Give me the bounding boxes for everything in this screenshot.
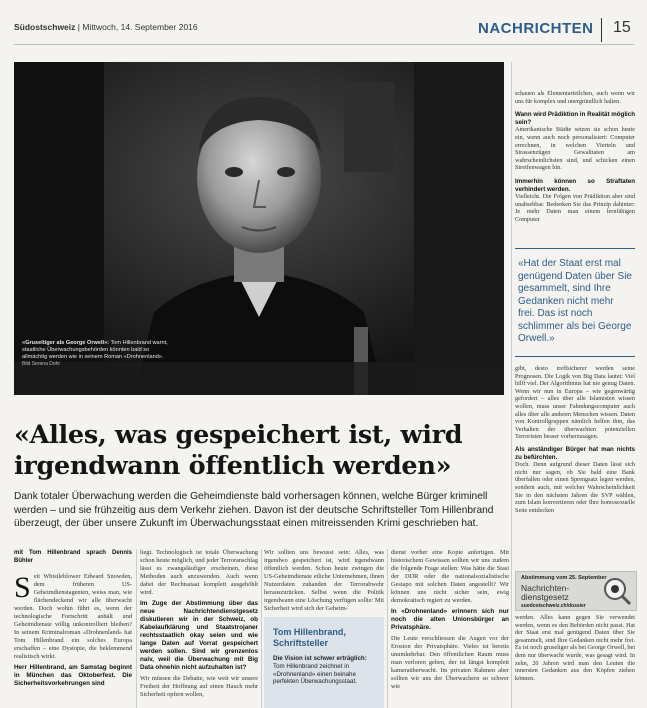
right-column-bottom — [515, 614, 635, 682]
paragraph: schauen als Elementarteilchen, auch wenn wir uns für komplex und unergründlich halten. — [515, 90, 635, 105]
page-number: 15 — [613, 19, 631, 36]
column-4 — [391, 549, 509, 694]
right-column-middle — [515, 365, 635, 514]
ad-date: Abstimmung vom 25. September — [521, 575, 607, 581]
infobox-title: Die Vision ist schwer erträglich: — [273, 655, 367, 662]
paragraph: gibt, desto treffsicherer werden seine Prognosen. Die Logik von Big Data lautet: Viel hilft viel. Der Algorithmus hat nie genug Daten. Wenn wir nun in Europa – wie gegenwärtig gefordert – alles über alle Islamisten wissen wollen, muss unser Fahndungscomputer auch alles über alle anderen Menschen wissen. Daten von Kontrollgruppen nämlich helfen ihm, das Verhalten der überwachten potenziellen Terroristen besser vorherzusagen. — [515, 365, 635, 441]
author-infobox — [264, 617, 384, 708]
column-separator — [136, 549, 137, 708]
paragraph: Amerikanische Städte setzen sie schon heute ein, wenn auch noch personalisiert: Computer errechnen, in welchen Vierteln und Strassenzügen Gewalttaten am wahrscheinlichsten sind, und schicken einen Streifenwagen hin. — [515, 126, 635, 172]
right-column-separator — [511, 62, 512, 708]
issue-date: | Mittwoch, 14. September 2016 — [77, 22, 198, 32]
paragraph: Vielleicht. Die Folgen von Prädiktion aber sind unabsehbar. Bedenken Sie das Prinzip dahinter: Je mehr Daten man einem lernfähigen Computer — [515, 193, 635, 223]
byline: mit Tom Hillenbrand sprach Dennis Bühler — [14, 550, 132, 564]
interview-question: Im Zuge der Abstimmung über das neue Nachrichtendienstgesetz diskutieren wir in der Schweiz, ob Kabelaufklärung und Staatstrojaner rechtsstaatlich okay seien und wie lange Daten auf Vorrat gespeichert werden sollen. Sind wir grenzenlos naiv, weil die Überwachung mit Big Data ohnehin nicht aufzuhalten ist? — [140, 600, 258, 671]
column-3 — [264, 549, 384, 616]
masthead — [14, 22, 198, 32]
paragraph: Die Leute verschliessen die Augen vor der Erosion der Privatsphäre. Vieles ist bereits unumkehrbar. Den öffentlichen Raum muss man verloren geben, der ist längst komplett kameraüberwacht. Im privaten Rahmen aber sollten wir uns der Überwachern so schwer wie — [391, 635, 509, 690]
paragraph: eit Whistleblower Edward Snowden, dem früheren US-Geheimdienstagenten, weiss man, wie flächendeckend wir alle überwacht werden. Doch wohin führt es, wenn der technologische Fortschritt anhält und Geheimdienste völlig unkontrolliert bleiben? In seinem Kriminalroman «Drohnenland» hat Tom Hillenbrand ein solches Europa erschaffen – eine Dystopie, die beklemmend realistisch wirkt. — [14, 573, 132, 660]
column-separator — [261, 549, 262, 708]
paragraph: dienst vorher eine Kopie anfertigen. Mit historischem Gewissen sollten wir uns zudem die folgende Frage stellen: Was hätte die Stasi der DDR oder die nationalsozialistische Gestapo mit solchen Daten angestellt? Wir können uns nicht sicher sein, ewig demokratisch regiert zu werden. — [391, 549, 509, 604]
photo-credit: Bild Serena Dohr — [22, 361, 61, 367]
infobox-body: Tom Hillenbrand zeichnet in «Drohnenland» einen beinahe perfekten Überwachungsstaat. — [273, 662, 357, 686]
paragraph: Wir sollten uns bewusst sein: Alles, was irgendwo gespeichert ist, wird irgendwann öffentlich werden. Schon heute zwingen die US-Geheimdienste etliche Unternehmen, ihnen Nutzerdaten zuhanden der Terrorabwehr herauszurücken. Selbst wenn die Politik irgendwann eine Löschung verfügen sollte: Mit Sicherheit wird sich der Geheim- — [264, 549, 384, 612]
infobox-name: Tom Hillenbrand, Schriftsteller — [273, 627, 346, 648]
caption-title: «Gruseltiger als George Orwell»: — [22, 340, 110, 346]
paragraph: Wir müssen die Debatte, wie weit wir unsere Freiheit der Hoffnung auf einen Hauch mehr Sicherheit opfern wollen, — [140, 675, 258, 698]
pull-quote: «Hat der Staat erst mal genügend Daten über Sie gesammelt, sind Ihre Gedanken nicht mehr frei. Das ist noch schlimmer als bei George Orwell.» — [518, 258, 632, 344]
ad-link[interactable]: suedostschweiz.ch/dossier — [521, 603, 586, 609]
column-separator — [387, 549, 388, 708]
paragraph: werden. Alles kann gegen Sie verwendet werden, wenn es den Behörden nicht passt. Hat der Staat erst mal genügend Daten über Sie gesammelt, sind Ihre Gedanken nicht mehr frei. Es ist noch gruseliger als bei George Orwell, bei dem nur überwacht wurde, was gesagt wird. In zehn, 20 Jahren wird man den Leuten die innersten Gedanken aus den Köpfen ziehen können. — [515, 614, 635, 682]
section-title: NACHRICHTEN — [478, 20, 594, 37]
newspaper-name: Südostschweiz — [14, 22, 76, 32]
ad-title: Nachrichtendienstgesetz — [521, 583, 570, 602]
column-1 — [14, 549, 132, 691]
article-lead: Dank totaler Überwachung werden die Geheimdienste bald vorhersagen können, welche Bürger kriminell werden – und sie frühzeitig aus dem Verkehr ziehen. Davon ist der deutsche Schriftsteller Tom Hillenbrand überzeugt, der über unsere Zukunft im Überwachungsstaat einen mitreissenden Krimi geschrieben hat. — [14, 491, 494, 530]
infobox-text — [273, 655, 377, 686]
column-2 — [140, 549, 258, 702]
dossier-ad[interactable] — [515, 571, 637, 611]
quote-rule-bottom — [515, 356, 635, 357]
magnifier-eye-icon — [602, 577, 632, 605]
article-headline: «Alles, was gespeichert ist, wird irgendwann öffentlich werden» — [14, 420, 463, 481]
interview-question: Als anständiger Bürger hat man nichts zu befürchten. — [515, 445, 635, 461]
interview-question: Wann wird Prädiktion in Realität möglich sein? — [515, 111, 635, 126]
drop-cap: S — [14, 571, 31, 604]
interview-question: Immerhin können so Straftaten verhindert werden. — [515, 177, 635, 193]
paragraph: Doch. Denn aufgrund dieser Daten lässt sich nicht nur sagen, ob Sie bald eine Bank überfallen oder einen Sprengsatz legen werden, sondern auch, mit welcher Wahrscheinlichkeit Sie in den nächsten Jahren die SVP wählen, zum Islam konvertieren oder Ihre homosexuelle Seite entdecken — [515, 461, 635, 514]
right-column-top — [515, 90, 635, 224]
paragraph: liegt. Technologisch ist totale Überwachung schon heute möglich, und jeder Terroranschlag lässt es zwangsläufiger erscheinen, diese Methoden auch anzuwenden. Auch wenn dabei der Rechtsstaat komplett ausgehöhlt wird. — [140, 549, 258, 596]
photo-caption — [22, 340, 172, 368]
quote-rule-top — [515, 248, 635, 249]
header-divider — [601, 18, 602, 42]
header-rule — [14, 44, 634, 45]
interview-question: In «Drohnenland» erinnern sich nur noch die alten Unionsbürger an Privatsphäre. — [391, 608, 509, 631]
caption-text: Tom Hillenbrand warnt, staatliche Überwachungsbehörden könnten bald so allmächtig werden wie in seinem Roman «Drohnenland». — [22, 340, 168, 360]
interview-question: Herr Hillenbrand, am Samstag beginnt in München das Oktoberfest. Die Sicherheitsvorkehrungen sind — [14, 664, 132, 687]
